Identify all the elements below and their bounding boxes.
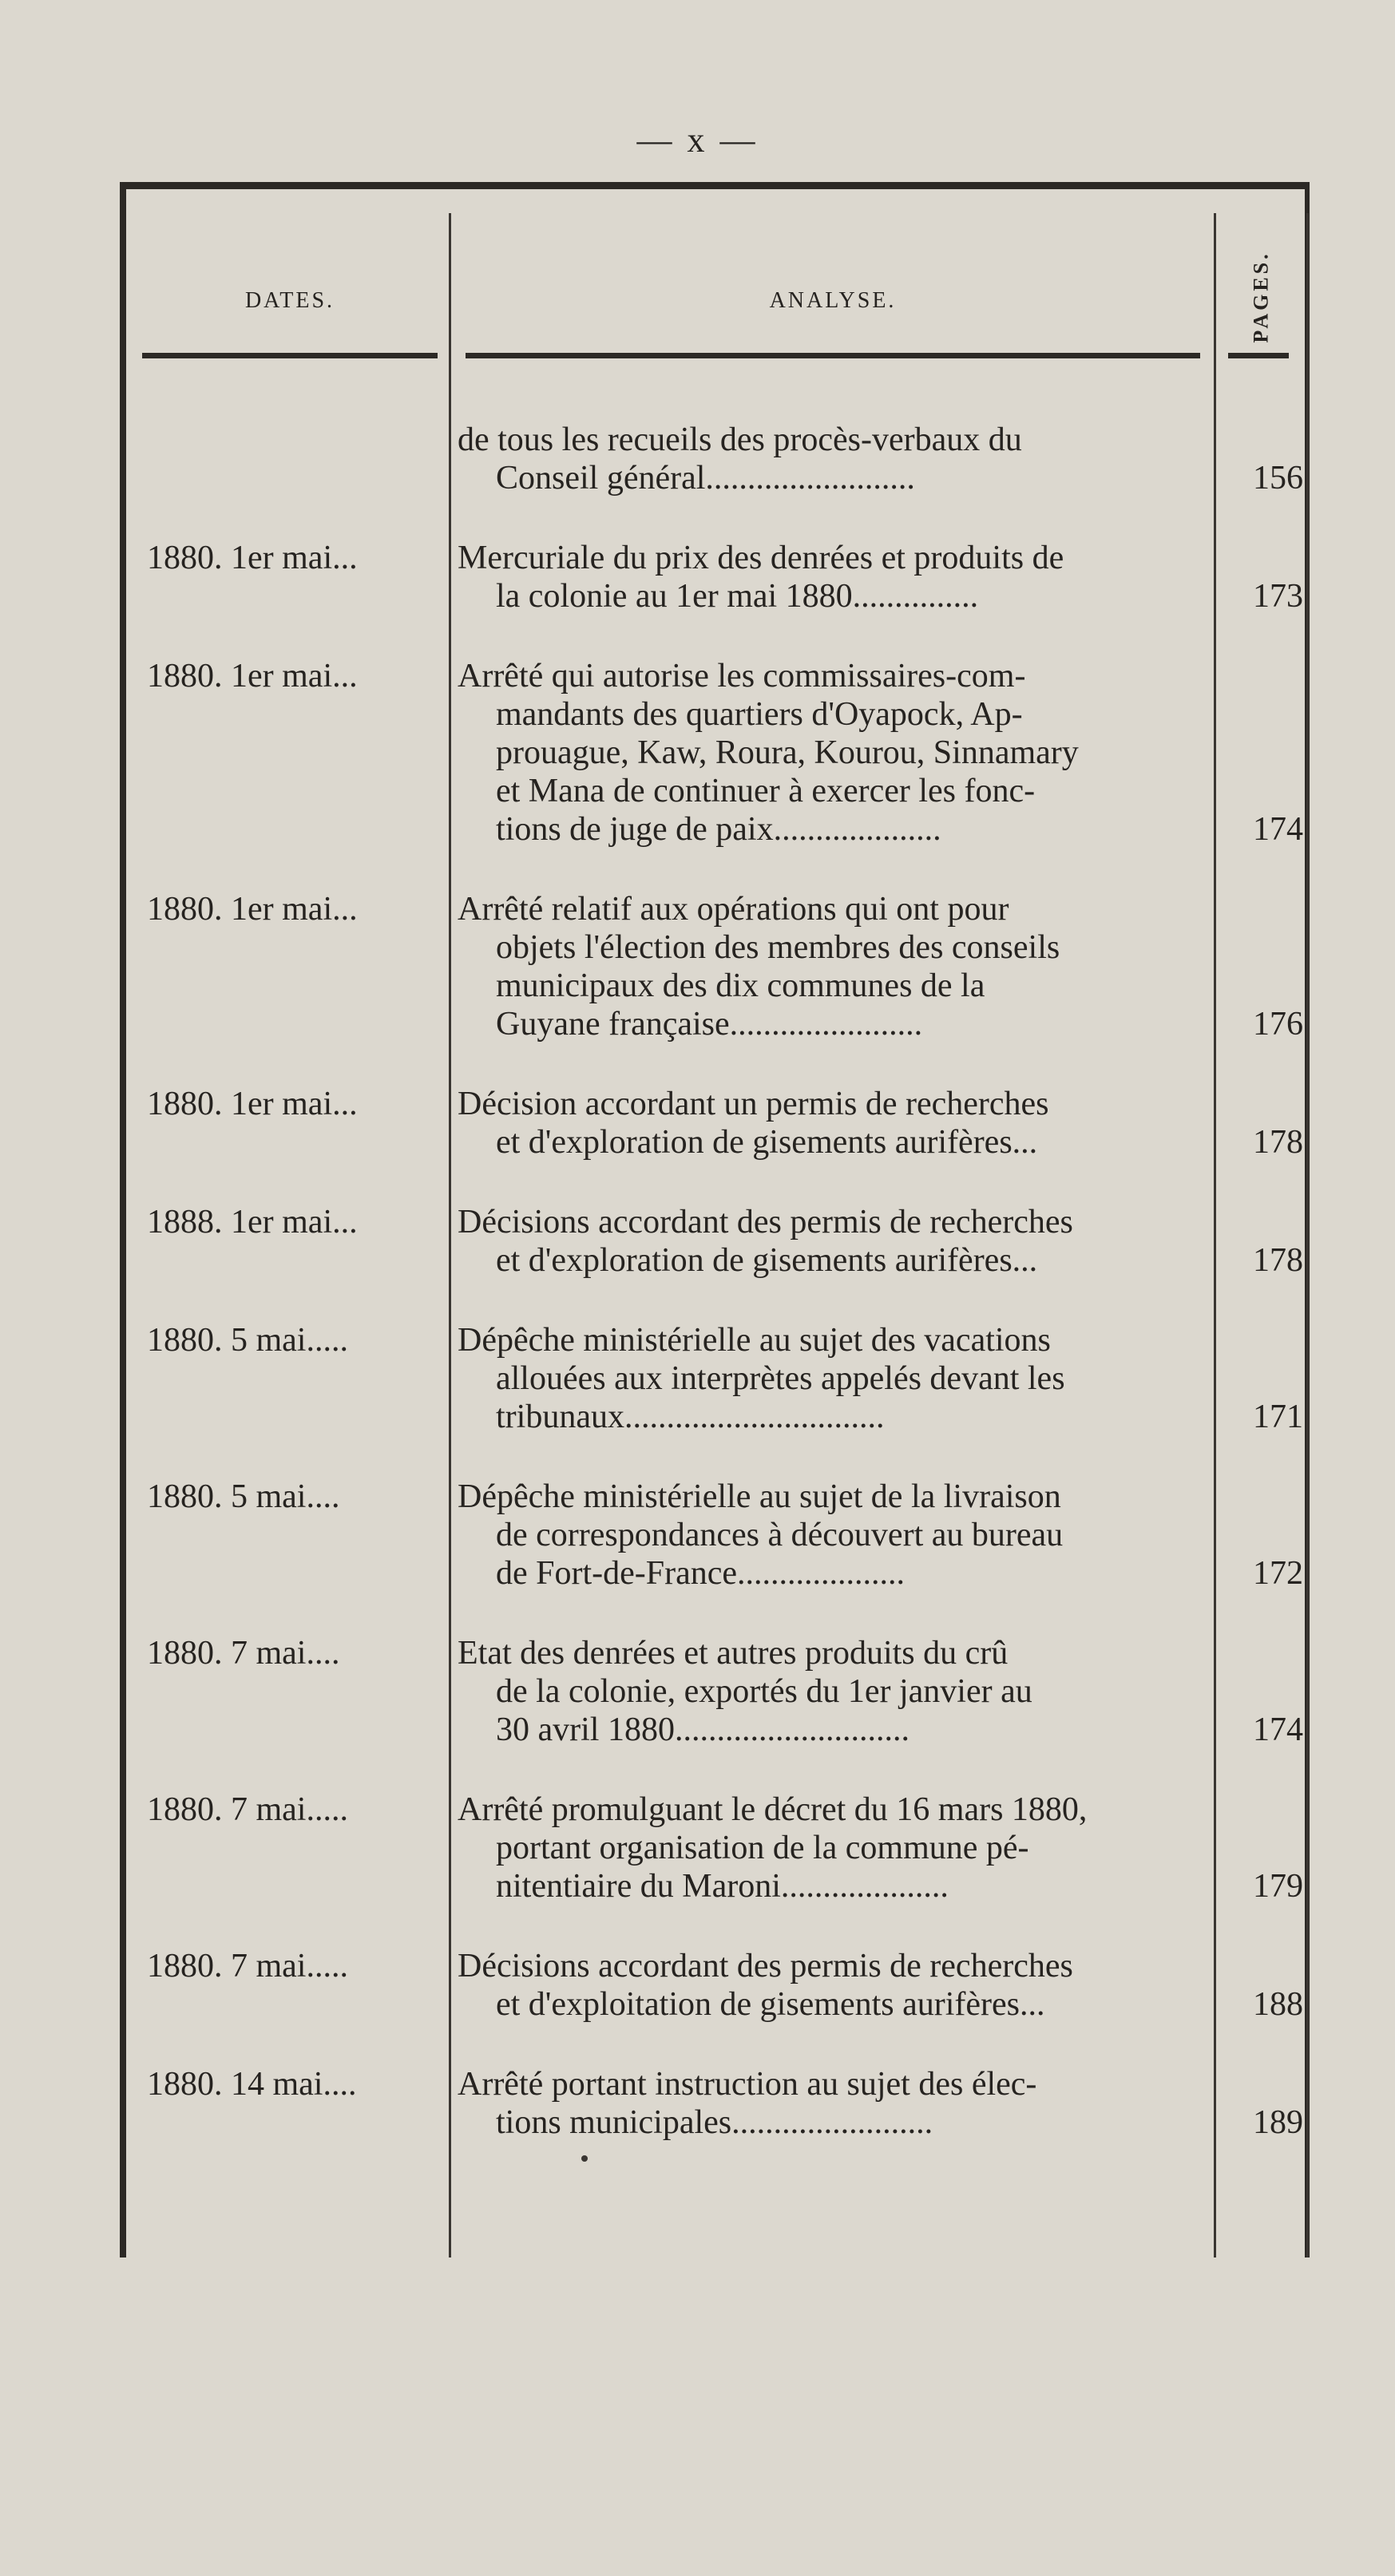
entry-analysis bbox=[458, 890, 1208, 1043]
analysis-line: nitentiaire du Maroni.................... bbox=[496, 1868, 949, 1905]
header-dates: DATES. bbox=[244, 288, 335, 313]
entry-analysis bbox=[458, 1791, 1208, 1905]
analysis-line: Etat des denrées et autres produits du crû bbox=[458, 1635, 1009, 1672]
analysis-line: Guyane française....................... bbox=[496, 1006, 923, 1043]
analysis-line: de tous les recueils des procès-verbaux du bbox=[458, 421, 1022, 458]
entry-analysis bbox=[458, 2065, 1208, 2142]
analysis-line: portant organisation de la commune pé- bbox=[496, 1830, 1029, 1866]
entry-analysis bbox=[458, 1634, 1208, 1749]
column-rule-pages bbox=[1306, 213, 1309, 2257]
entry-page-number: 171 bbox=[1253, 1399, 1303, 1435]
entry-page-number: 188 bbox=[1253, 1986, 1303, 2023]
entry-date: 1880. 7 mai.... bbox=[147, 1635, 340, 1672]
header-pages-label: PAGES. bbox=[1250, 251, 1274, 343]
analysis-line: et d'exploration de gisements aurifères... bbox=[496, 1242, 1038, 1279]
entry-analysis bbox=[458, 1085, 1208, 1161]
entry-page-number: 189 bbox=[1253, 2104, 1303, 2141]
entry-date: 1880. 1er mai... bbox=[147, 891, 358, 928]
analysis-line: Décisions accordant des permis de recherches bbox=[458, 1948, 1073, 1984]
analysis-line: 30 avril 1880............................ bbox=[496, 1711, 910, 1748]
entry-page-number: 179 bbox=[1253, 1868, 1303, 1905]
entry-date: 1880. 1er mai... bbox=[147, 1086, 358, 1122]
analysis-line: tribunaux............................... bbox=[496, 1399, 885, 1435]
analysis-line: tions de juge de paix.................... bbox=[496, 811, 941, 848]
index-table bbox=[120, 182, 1310, 2257]
entry-analysis bbox=[458, 1203, 1208, 1280]
header-rule-pages bbox=[1228, 353, 1289, 358]
entry-page-number: 176 bbox=[1253, 1006, 1303, 1043]
analysis-line: tions municipales........................ bbox=[496, 2104, 933, 2141]
analysis-line: et Mana de continuer à exercer les fonc- bbox=[496, 773, 1036, 809]
analysis-line: de la colonie, exportés du 1er janvier au bbox=[496, 1673, 1032, 1710]
entry-page-number: 174 bbox=[1253, 1711, 1303, 1748]
analysis-line: et d'exploration de gisements aurifères... bbox=[496, 1124, 1038, 1161]
entry-date: 1880. 1er mai... bbox=[147, 658, 358, 694]
page-folio: — x — bbox=[636, 121, 759, 160]
analysis-line: prouague, Kaw, Roura, Kourou, Sinnamary bbox=[496, 734, 1079, 771]
analysis-line: Dépêche ministérielle au sujet des vacations bbox=[458, 1322, 1051, 1359]
analysis-line: Conseil général......................... bbox=[496, 460, 915, 497]
analysis-line: Arrêté relatif aux opérations qui ont pour bbox=[458, 891, 1009, 928]
entry-date: 1880. 5 mai.... bbox=[147, 1478, 340, 1515]
analysis-line: la colonie au 1er mai 1880............... bbox=[496, 578, 979, 615]
entry-date: 1888. 1er mai... bbox=[147, 1204, 358, 1241]
analysis-line: allouées aux interprètes appelés devant les bbox=[496, 1360, 1065, 1397]
entry-date: 1880. 7 mai..... bbox=[147, 1948, 348, 1984]
entry-page-number: 174 bbox=[1253, 811, 1303, 848]
analysis-line: Arrêté qui autorise les commissaires-com- bbox=[458, 658, 1026, 694]
ink-dot bbox=[581, 2155, 588, 2162]
entry-analysis bbox=[458, 657, 1208, 849]
analysis-line: de Fort-de-France.................... bbox=[496, 1555, 906, 1592]
entry-date: 1880. 14 mai.... bbox=[147, 2066, 357, 2103]
entry-page-number: 156 bbox=[1253, 460, 1303, 497]
analysis-line: municipaux des dix communes de la bbox=[496, 967, 985, 1004]
entry-page-number: 178 bbox=[1253, 1124, 1303, 1161]
analysis-line: Décision accordant un permis de recherches bbox=[458, 1086, 1049, 1122]
analysis-line: Mercuriale du prix des denrées et produits de bbox=[458, 540, 1064, 576]
header-analyse: ANALYSE. bbox=[769, 288, 897, 313]
header-rule-analyse bbox=[466, 353, 1200, 358]
analysis-line: Dépêche ministérielle au sujet de la livraison bbox=[458, 1478, 1061, 1515]
entry-analysis bbox=[458, 1321, 1208, 1436]
entry-date: 1880. 7 mai..... bbox=[147, 1791, 348, 1828]
entry-page-number: 173 bbox=[1253, 578, 1303, 615]
entry-date: 1880. 5 mai..... bbox=[147, 1322, 348, 1359]
analysis-line: et d'exploitation de gisements aurifères... bbox=[496, 1986, 1045, 2023]
analysis-line: de correspondances à découvert au bureau bbox=[496, 1517, 1064, 1553]
entry-analysis bbox=[458, 1947, 1208, 2024]
entry-analysis bbox=[458, 421, 1208, 497]
analysis-line: Décisions accordant des permis de recherches bbox=[458, 1204, 1073, 1241]
column-rule-analyse bbox=[1214, 213, 1216, 2257]
entry-analysis bbox=[458, 539, 1208, 615]
analysis-line: Arrêté promulguant le décret du 16 mars 1880, bbox=[458, 1791, 1088, 1828]
header-rule-dates bbox=[142, 353, 438, 358]
entry-page-number: 178 bbox=[1253, 1242, 1303, 1279]
analysis-line: objets l'élection des membres des conseils bbox=[496, 929, 1060, 966]
entry-date: 1880. 1er mai... bbox=[147, 540, 358, 576]
analysis-line: mandants des quartiers d'Oyapock, Ap- bbox=[496, 696, 1023, 733]
entry-analysis bbox=[458, 1478, 1208, 1593]
entry-page-number: 172 bbox=[1253, 1555, 1303, 1592]
analysis-line: Arrêté portant instruction au sujet des élec- bbox=[458, 2066, 1037, 2103]
